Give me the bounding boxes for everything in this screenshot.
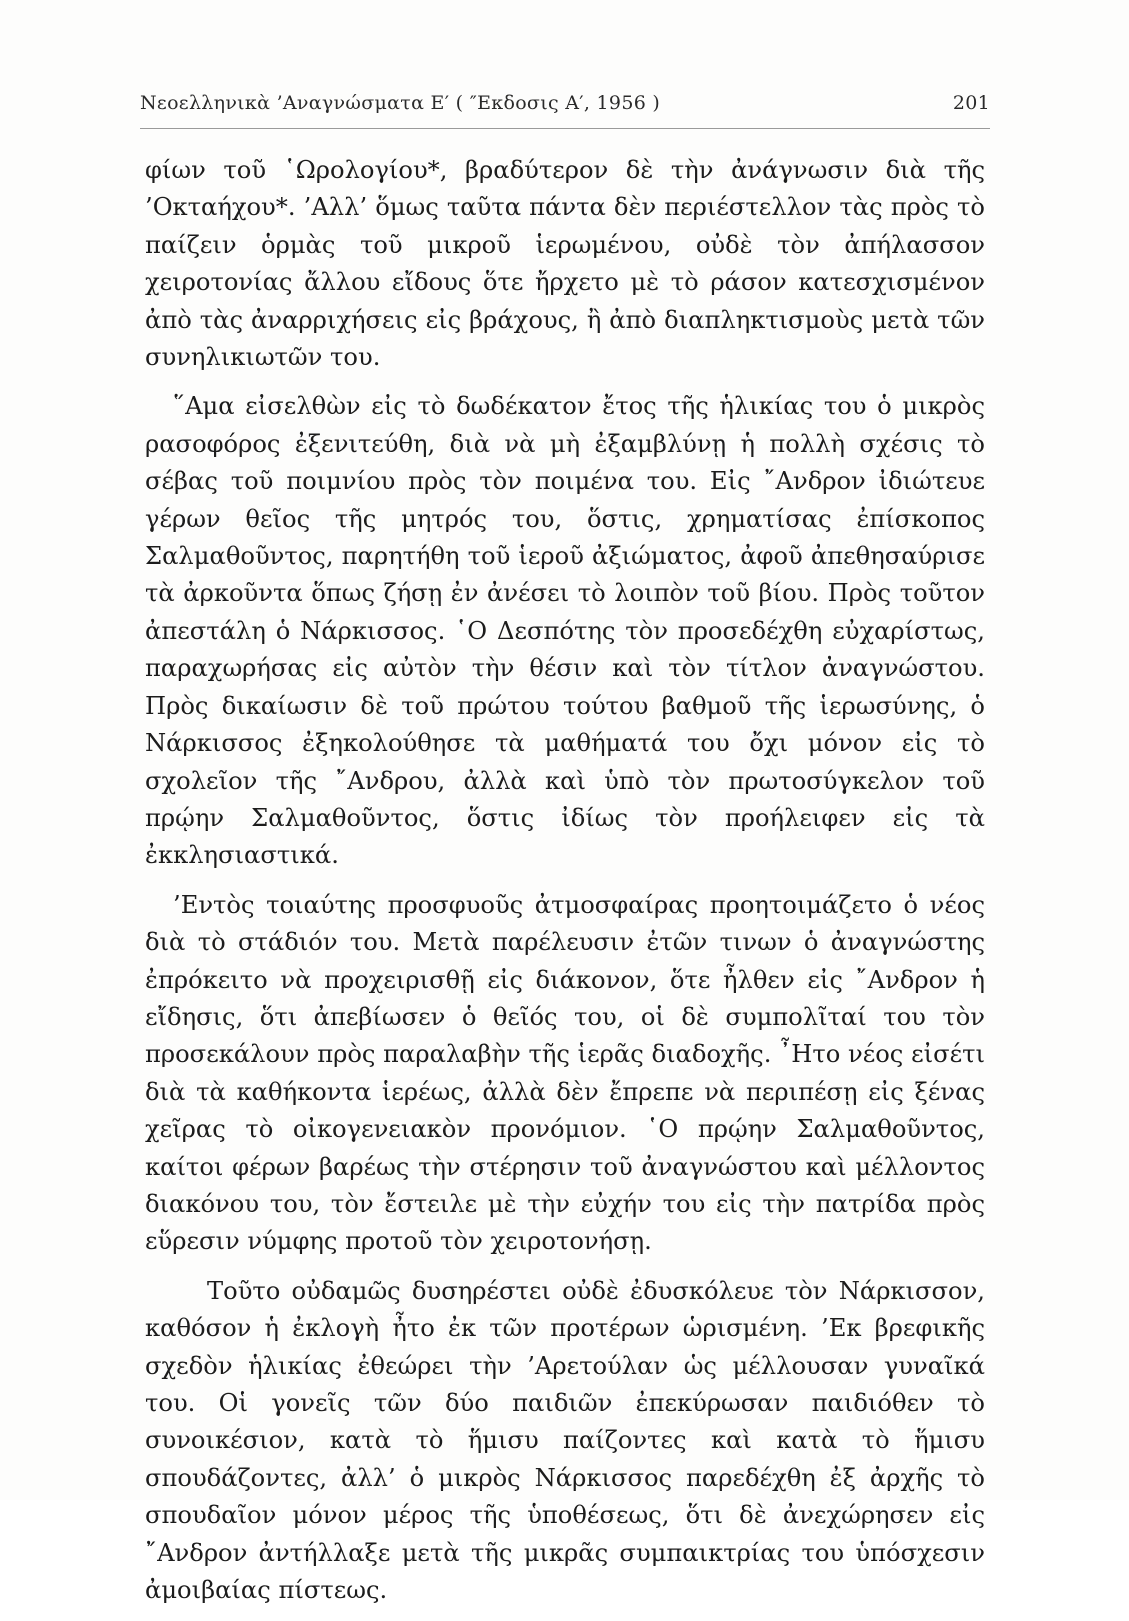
body-text [145,152,985,1621]
paragraph-4: Τοῦτο οὐδαμῶς δυσηρέστει οὐδὲ ἐδυσκόλευε τὸν Νάρκισσον, καθόσον ἡ ἐκλογὴ ἦτο ἐκ τῶν προτέρων ὡρισμένη. ’Εκ βρεφικῆς σχεδὸν ἡλικίας ἐθεώρει τὴν ’Αρετούλαν ὡς μέλλουσαν γυναῖκά του. Οἱ γονεῖς τῶν δύο παιδιῶν ἐπεκύρωσαν παιδιόθεν τὸ συνοικέσιον, κατὰ τὸ ἥμισυ παίζοντες καὶ κατὰ τὸ ἥμισυ σπουδάζοντες, ἀλλ’ ὁ μικρὸς Νάρκισσος παρεδέχθη ἐξ ἀρχῆς τὸ σπουδαῖον μόνον μέρος τῆς ὑποθέσεως, ὅτι δὲ ἀνεχώρησεν εἰς ῎Ανδρον ἀντήλλαξε μετὰ τῆς μικρᾶς συμπαικτρίας του ὑπόσχεσιν ἀμοιβαίας πίστεως. [145,1276,985,1605]
page-number: 201 [952,92,990,114]
running-title: Νεοελληνικὰ ’Αναγνώσματα Ε′ ( ″Εκδοσις Α′, 1956 ) [140,92,661,114]
paragraph-2: ῞Αμα εἰσελθὼν εἰς τὸ δωδέκατον ἔτος τῆς ἡλικίας του ὁ μικρὸς ρασοφόρος ἐξενιτεύθη, διὰ νὰ μὴ ἐξαμβλύνῃ ἡ πολλὴ σχέσις τὸ σέβας τοῦ ποιμνίου πρὸς τὸν ποιμένα του. Εἰς ῎Ανδρον ἰδιώτευε γέρων θεῖος τῆς μητρός του, ὅστις, χρηματίσας ἐπίσκοπος Σαλμαθοῦντος, παρητήθη τοῦ ἱεροῦ ἀξιώματος, ἀφοῦ ἀπεθησαύρισε τὰ ἀρκοῦντα ὅπως ζήσῃ ἐν ἀνέσει τὸ λοιπὸν τοῦ βίου. Πρὸς τοῦτον ἀπεστάλη ὁ Νάρκισσος. ῾Ο Δεσπότης τὸν προσεδέχθη εὐχαρίστως, παραχωρήσας εἰς αὐτὸν τὴν θέσιν καὶ τὸν τίτλον ἀναγνώστου. Πρὸς δικαίωσιν δὲ τοῦ πρώτου τούτου βαθμοῦ τῆς ἱερωσύνης, ὁ Νάρκισσος ἐξηκολούθησε τὰ μαθήματά του ὄχι μόνον εἰς τὸ σχολεῖον τῆς ῎Ανδρου, ἀλλὰ καὶ ὑπὸ τὸν πρωτοσύγκελον τοῦ πρῴην Σαλμαθοῦντος, ὅστις ἰδίως τὸν προήλειφεν εἰς τὰ ἐκκλησιαστικά. [145,392,985,870]
paragraph-3: ’Εντὸς τοιαύτης προσφυοῦς ἀτμοσφαίρας προητοιμάζετο ὁ νέος διὰ τὸ στάδιόν του. Μετὰ παρέλευσιν ἐτῶν τινων ὁ ἀναγνώστης ἐπρόκειτο νὰ προχειρισθῇ εἰς διάκονον, ὅτε ἦλθεν εἰς ῎Ανδρον ἡ εἴδησις, ὅτι ἀπεβίωσεν ὁ θεῖός του, οἱ δὲ συμπολῖταί του τὸν προσεκάλουν πρὸς παραλαβὴν τῆς ἱερᾶς διαδοχῆς. ῏Ητο νέος εἰσέτι διὰ τὰ καθήκοντα ἱερέως, ἀλλὰ δὲν ἔπρεπε νὰ περιπέσῃ εἰς ξένας χεῖρας τὸ οἰκογενειακὸν προνόμιον. ῾Ο πρῴην Σαλμαθοῦντος, καίτοι φέρων βαρέως τὴν στέρησιν τοῦ ἀναγνώστου καὶ μέλλοντος διακόνου του, τὸν ἔστειλε μὲ τὴν εὐχήν του εἰς τὴν πατρίδα πρὸς εὕρεσιν νύμφης προτοῦ τὸν χειροτονήσῃ. [145,890,985,1256]
header-rule [140,128,990,129]
paragraph-1: φίων τοῦ ῾Ωρολογίου*, βραδύτερον δὲ τὴν ἀνάγνωσιν διὰ τῆς ’Οκταήχου*. ’Αλλ’ ὅμως ταῦτα πάντα δὲν περιέστελλον τὰς πρὸς τὸ παίζειν ὁρμὰς τοῦ μικροῦ ἱερωμένου, οὐδὲ τὸν ἀπήλασσον χειροτονίας ἄλλου εἴδους ὅτε ἤρχετο μὲ τὸ ράσον κατεσχισμένον ἀπὸ τὰς ἀναρριχήσεις εἰς βράχους, ἢ ἀπὸ διαπληκτισμοὺς μετὰ τῶν συνηλικιωτῶν του. [145,156,985,372]
running-header [140,88,990,120]
